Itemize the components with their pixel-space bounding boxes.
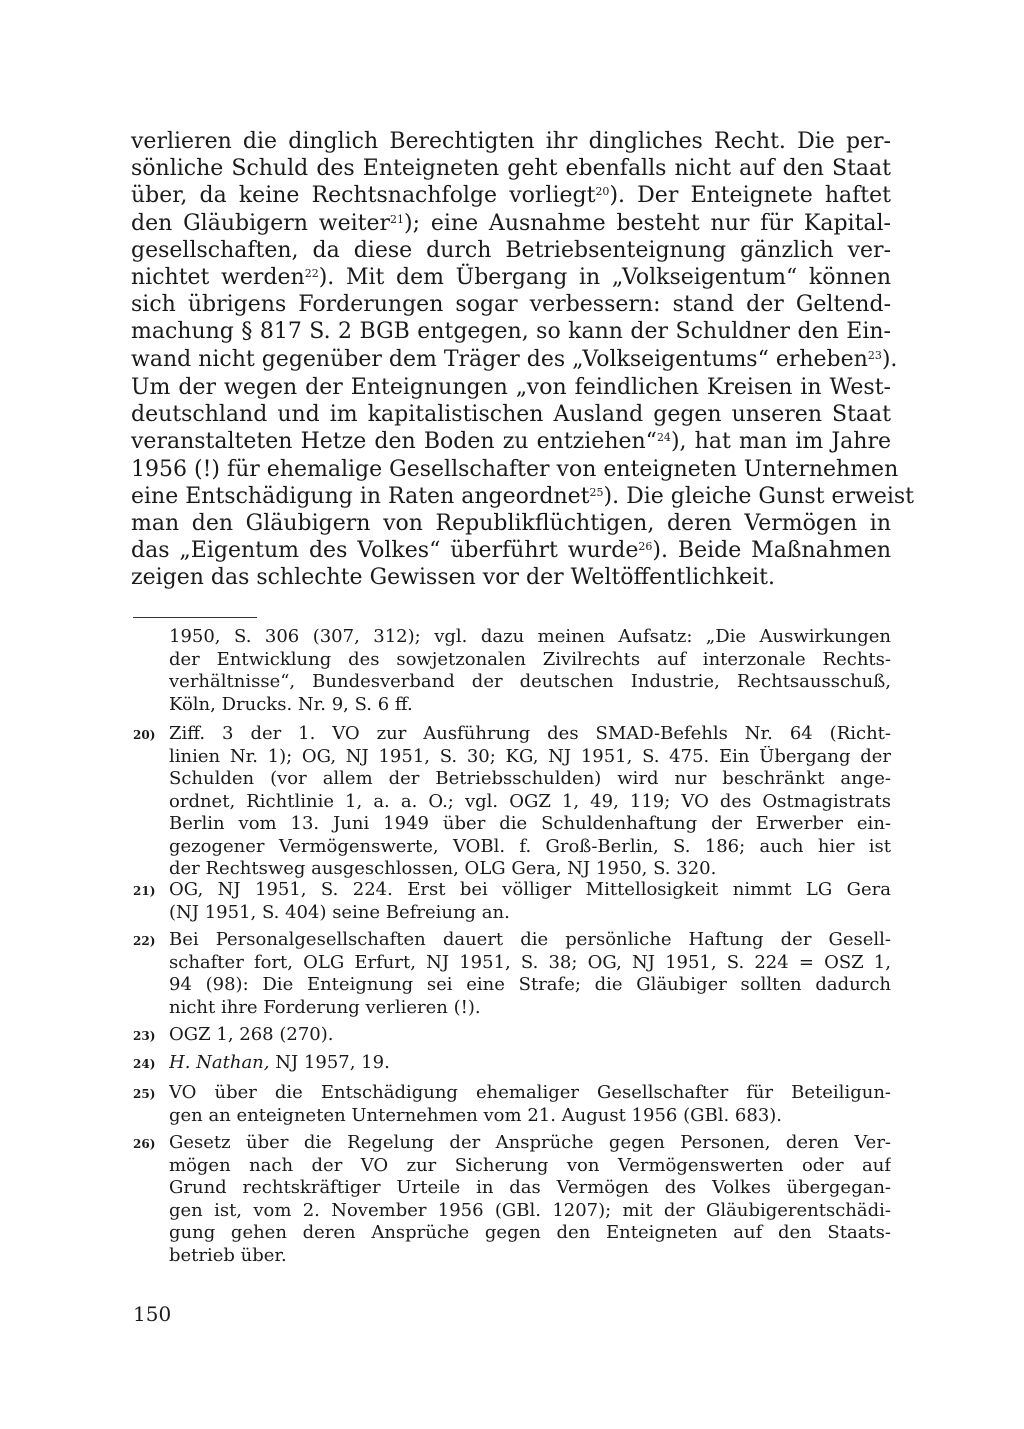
text-line: gesellschaften, da diese durch Betriebsenteignung gänzlich ver- [131,237,891,263]
text-line: den Gläubigern weiter$^{21}$); eine Ausnahme besteht nur für Kapital- [131,210,891,236]
footnote-continuation [169,626,891,716]
footnote-line: linien Nr. 1); OG, NJ 1951, S. 30; KG, NJ 1951, S. 475. Ein Übergang der [169,745,891,767]
footnote-number: 21) [133,884,156,898]
footnote-line: Grund rechtskräftiger Urteile in das Vermögen des Volkes übergegan- [169,1177,891,1198]
footnote-line: gen ist, vom 2. November 1956 (GBl. 1207); mit der Gläubigerentschädi- [169,1199,891,1221]
footnote-line: Schulden (vor allem der Betriebsschulden) wird nur beschränkt ange- [169,768,891,789]
footnote-ref-21: 21 [390,212,405,226]
text-line: 1956 (!) für ehemalige Gesellschafter von enteigneten Unternehmen [131,456,899,482]
text-line: wand nicht gegenüber dem Träger des „Volkseigentums“ erheben$^{23}$). [131,346,898,372]
footnote-number: 26) [133,1137,156,1151]
footnote-line: der Entwicklung des sowjetzonalen Zivilrechts auf interzonale Rechts- [169,648,891,670]
footnote-text [169,879,891,924]
footnote-line: ordnet, Richtlinie 1, a. a. O.; vgl. OGZ 1, 49, 119; VO des Ostmagistrats [169,790,891,812]
footnote-line: verhältnisse“, Bundesverband der deutschen Industrie, Rechtsausschuß, [169,671,891,692]
text-line: über, da keine Rechtsnachfolge vorliegt$^{20}$). Der Enteignete haftet [131,183,892,209]
footnote-line: gung gehen deren Ansprüche gegen den Enteigneten auf den Staats- [169,1222,891,1243]
footnote-text [169,1082,891,1127]
footnote-line: betrieb über. [169,1244,287,1266]
footnote-ref-22: 22 [304,266,319,280]
footnote-text [169,1132,891,1267]
footnote-text [169,723,891,881]
footnote-line: gezogener Vermögenswerte, VOBl. f. Groß-Berlin, S. 186; auch hier ist [169,835,891,857]
text-line: nichtet werden$^{22}$). Mit dem Übergang in „Volkseigentum“ können [131,264,892,290]
text-line: sich übrigens Forderungen sogar verbessern: stand der Geltend- [131,292,891,318]
footnote-line: (NJ 1951, S. 404) seine Befreiung an. [169,901,510,923]
text-line: man den Gläubigern von Republikflüchtigen, deren Vermögen in [131,510,891,536]
footnote-line: Köln, Drucks. Nr. 9, S. 6 ff. [169,693,413,715]
body-paragraph-2 [131,374,915,592]
text-line: eine Entschädigung in Raten angeordnet$^{25}$). Die gleiche Gunst erweist [131,483,915,509]
footnote-line: 94 (98): Die Enteignung sei eine Strafe; die Gläubiger sollten dadurch [169,974,891,995]
footnote-ref-26: 26 [638,540,653,554]
footnote-text [169,929,891,1019]
footnote-line: mögen nach der VO zur Sicherung von Vermögenswerten oder auf [169,1154,891,1176]
footnote-ref-24: 24 [656,431,671,445]
footnote-line: Ziff. 3 der 1. VO zur Ausführung des SMAD-Befehls Nr. 64 (Richt- [169,723,891,744]
footnote-line: schafter fort, OLG Erfurt, NJ 1951, S. 38; OG, NJ 1951, S. 224 = OSZ 1, [169,951,891,973]
text-line: Um der wegen der Enteignungen „von feindlichen Kreisen in West- [131,375,891,400]
footnote-line: OG, NJ 1951, S. 224. Erst bei völliger Mittellosigkeit nimmt LG Gera [169,879,891,900]
text-line: veranstalteten Hetze den Boden zu entziehen“$^{24}$), hat man im Jahre [131,429,892,455]
footnote-number: 25) [133,1087,156,1101]
footnote-line: VO über die Entschädigung ehemaliger Gesellschafter für Beteiligun- [169,1082,891,1103]
text-line: deutschland und im kapitalistischen Ausland gegen unseren Staat [131,402,891,428]
footnote-number: 20) [133,728,156,742]
footnote-number: 22) [133,934,156,948]
footnote-ref-23: 23 [867,348,882,362]
footnote-line: der Rechtsweg ausgeschlossen, OLG Gera, NJ 1950, S. 320. [169,858,717,879]
author-name: H. Nathan, [169,1052,270,1073]
footnote-text [169,1052,891,1075]
body-paragraph-1 [131,128,898,373]
footnote-ref-25: 25 [589,485,604,499]
footnote-line: Bei Personalgesellschaften dauert die persönliche Haftung der Gesell- [169,929,891,950]
footnote-line: Berlin vom 13. Juni 1949 über die Schuldenhaftung der Erwerber ein- [169,813,891,834]
footnote-line: H. Nathan, NJ 1957, 19. [169,1052,390,1073]
footnote-ref-20: 20 [595,185,610,199]
footnote-number: 23) [133,1029,156,1043]
text-line: das „Eigentum des Volkes“ überführt wurde$^{26}$). Beide Maßnahmen [131,538,892,564]
footnote-separator [133,617,257,618]
text-line: machung § 817 S. 2 BGB entgegen, so kann der Schuldner den Ein- [131,319,891,345]
footnote-line: nicht ihre Forderung verlieren (!). [169,996,481,1018]
page-number: 150 [133,1302,172,1326]
footnote-line: OGZ 1, 268 (270). [169,1024,334,1045]
footnote-text [169,1024,891,1047]
footnote-line: Gesetz über die Regelung der Ansprüche gegen Personen, deren Ver- [169,1132,891,1153]
text-line: verlieren die dinglich Berechtigten ihr dingliches Recht. Die per- [131,129,891,154]
text-line: sönliche Schuld des Enteigneten geht ebenfalls nicht auf den Staat [131,156,891,182]
footnote-number: 24) [133,1057,156,1071]
footnote-line: gen an enteigneten Unternehmen vom 21. August 1956 (GBl. 683). [169,1104,783,1126]
text-line: zeigen das schlechte Gewissen vor der Weltöffentlichkeit. [131,565,775,591]
footnote-line: 1950, S. 306 (307, 312); vgl. dazu meinen Aufsatz: „Die Auswirkungen [169,626,891,647]
